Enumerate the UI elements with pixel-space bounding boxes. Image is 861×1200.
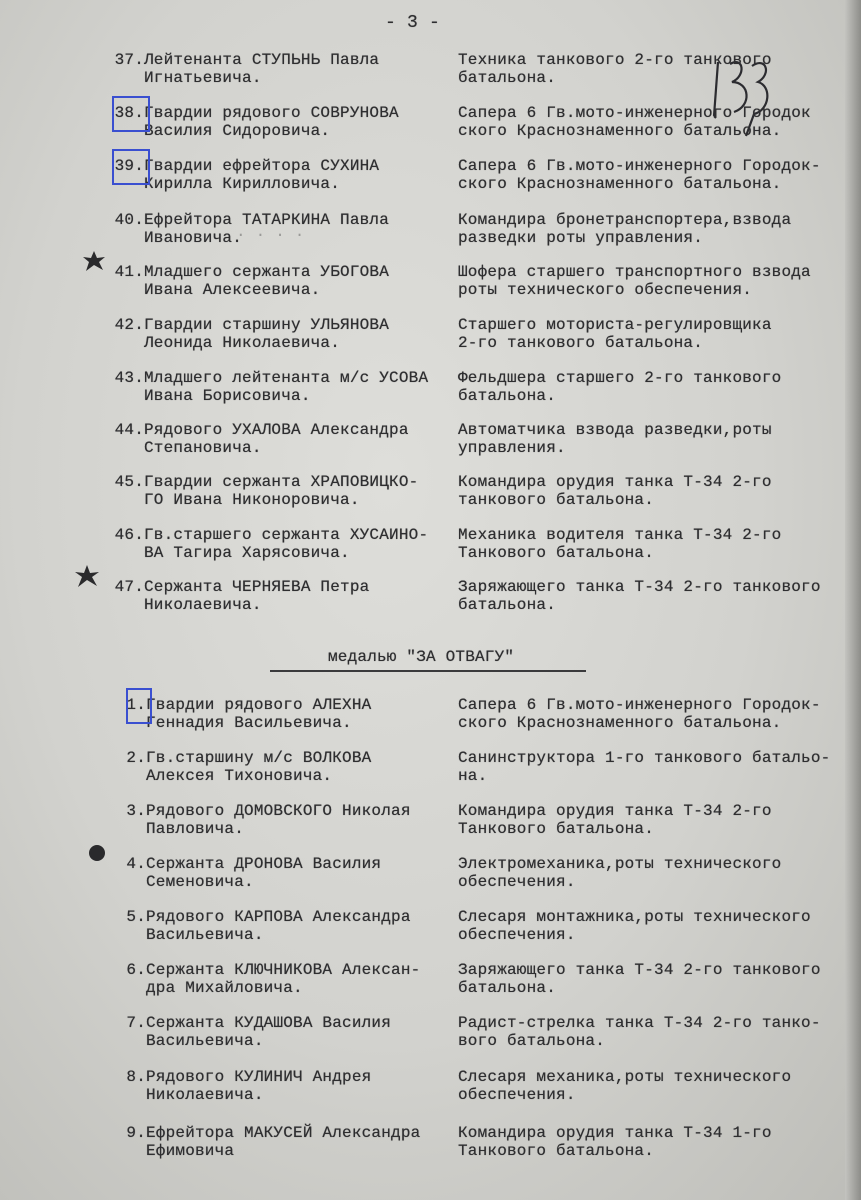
entry-given-name: Игнатьевича. — [144, 69, 262, 87]
entry-given-name: Семеновича. — [146, 873, 254, 891]
entry-number: 37. — [114, 51, 144, 69]
entry-given-name: Николаевича. — [146, 1086, 264, 1104]
entry-rank-name: Рядового ДОМОВСКОГО Николая — [146, 802, 411, 820]
entry-position: Командира орудия танка Т-34 2-го — [458, 802, 772, 820]
entry-number: 44. — [114, 421, 144, 439]
entry-position-cont: 2-го танкового батальона. — [458, 334, 704, 352]
entry-position: Сапера 6 Гв.мото-инженерного Городок- — [458, 696, 821, 714]
entry-position-cont: ского Краснознаменного батальона. — [458, 175, 782, 193]
entry-position-cont: батальона. — [458, 596, 557, 614]
entry-position-cont: обеспечения. — [458, 1086, 576, 1104]
entry-given-name: Павловича. — [146, 820, 245, 838]
entry-rank-name: Ефрейтора ТАТАРКИНА Павла — [144, 211, 390, 229]
entry-position-cont: разведки роты управления. — [458, 229, 704, 247]
entry-given-name: Алексея Тихоновича. — [146, 767, 333, 785]
entry-position-cont: обеспечения. — [458, 926, 576, 944]
page-number: - 3 - — [385, 13, 441, 33]
entry-given-name: Николаевича. — [144, 596, 262, 614]
section-heading: медалью "ЗА ОТВАГУ" — [328, 648, 515, 666]
entry-rank-name: Гвардии сержанта ХРАПОВИЦКО- — [144, 473, 419, 491]
entry-given-name: ВА Тагира Харясовича. — [144, 544, 350, 562]
entry-position: Сапера 6 Гв.мото-инженерного Городок — [458, 104, 811, 122]
entry-given-name: Василия Сидоровича. — [144, 122, 331, 140]
entry-position: Сапера 6 Гв.мото-инженерного Городок- — [458, 157, 821, 175]
entry-position: Старшего моториста-регулировщика — [458, 316, 772, 334]
annotation-box — [112, 96, 150, 132]
entry-rank-name: Младшего лейтенанта м/с УСОВА — [144, 369, 429, 387]
entry-given-name: дра Михайловича. — [146, 979, 303, 997]
entry-position-cont: батальона. — [458, 69, 557, 87]
entry-number: 43. — [114, 369, 144, 387]
entry-number: 5. — [126, 908, 146, 926]
entry-rank-name: Сержанта КУДАШОВА Василия — [146, 1014, 392, 1032]
entry-given-name: Ефимовича — [146, 1142, 235, 1160]
entry-position: Заряжающего танка Т-34 2-го танкового — [458, 578, 821, 596]
entry-given-name: Степановича. — [144, 439, 262, 457]
entry-number: 8. — [126, 1068, 146, 1086]
entry-rank-name: Гвардии рядового АЛЕХНА — [146, 696, 372, 714]
entry-position: Радист-стрелка танка Т-34 2-го танко- — [458, 1014, 821, 1032]
entry-number: 45. — [114, 473, 144, 491]
punch-hole-mark — [86, 842, 108, 864]
entry-number: 46. — [114, 526, 144, 544]
entry-rank-name: Рядового КАРПОВА Александра — [146, 908, 411, 926]
entry-position: Слесаря механика,роты технического — [458, 1068, 792, 1086]
entry-number: 1. — [126, 696, 146, 714]
entry-number: 7. — [126, 1014, 146, 1032]
entry-number: 9. — [126, 1124, 146, 1142]
entry-rank-name: Гвардии рядового СОВРУНОВА — [144, 104, 399, 122]
entry-position-cont: ского Краснознаменного батальона. — [458, 714, 782, 732]
entry-rank-name: Сержанта ЧЕРНЯЕВА Петра — [144, 578, 370, 596]
punch-hole-mark — [80, 248, 108, 274]
entry-position-cont: Танкового батальона. — [458, 1142, 655, 1160]
annotation-box — [112, 149, 150, 185]
entry-position-cont: обеспечения. — [458, 873, 576, 891]
entry-number: 3. — [126, 802, 146, 820]
entry-position: Электромеханика,роты технического — [458, 855, 782, 873]
entry-given-name: Геннадия Васильевича. — [146, 714, 352, 732]
entry-position: Санинструктора 1-го танкового батальо- — [458, 749, 831, 767]
entry-number: 42. — [114, 316, 144, 334]
entry-position-cont: на. — [458, 767, 488, 785]
entry-rank-name: Рядового КУЛИНИЧ Андрея — [146, 1068, 372, 1086]
entry-position: Шофера старшего транспортного взвода — [458, 263, 811, 281]
entry-position-cont: танкового батальона. — [458, 491, 655, 509]
entry-number: 41. — [114, 263, 144, 281]
entry-given-name: Васильевича. — [146, 926, 264, 944]
entry-rank-name: Гв.старшину м/с ВОЛКОВА — [146, 749, 372, 767]
faint-overprint: · · · · — [236, 226, 305, 244]
entry-number: 39. — [114, 157, 144, 175]
paper-edge-shadow — [845, 0, 861, 1200]
entry-rank-name: Сержанта КЛЮЧНИКОВА Алексан- — [146, 961, 421, 979]
entry-number: 47. — [114, 578, 144, 596]
entry-rank-name: Сержанта ДРОНОВА Василия — [146, 855, 382, 873]
entry-position: Техника танкового 2-го танкового — [458, 51, 772, 69]
entry-position: Слесаря монтажника,роты технического — [458, 908, 811, 926]
entry-position: Механика водителя танка Т-34 2-го — [458, 526, 782, 544]
entry-given-name: ГО Ивана Никоноровича. — [144, 491, 360, 509]
entry-position-cont: Танкового батальона. — [458, 820, 655, 838]
entry-position: Заряжающего танка Т-34 2-го танкового — [458, 961, 821, 979]
entry-given-name: Кирилла Кирилловича. — [144, 175, 341, 193]
entry-position: Автоматчика взвода разведки,роты — [458, 421, 772, 439]
entry-position-cont: управления. — [458, 439, 566, 457]
entry-rank-name: Гв.старшего сержанта ХУСАИНО- — [144, 526, 429, 544]
entry-given-name: Леонида Николаевича. — [144, 334, 341, 352]
entry-position-cont: батальона. — [458, 387, 557, 405]
entry-position: Командира бронетранспортера,взвода — [458, 211, 792, 229]
entry-number: 2. — [126, 749, 146, 767]
entry-number: 4. — [126, 855, 146, 873]
entry-given-name: Васильевича. — [146, 1032, 264, 1050]
entry-given-name: Ивана Алексеевича. — [144, 281, 321, 299]
entry-rank-name: Гвардии старшину УЛЬЯНОВА — [144, 316, 390, 334]
entry-number: 40. — [114, 211, 144, 229]
entry-rank-name: Гвардии ефрейтора СУХИНА — [144, 157, 380, 175]
entry-position-cont: роты технического обеспечения. — [458, 281, 753, 299]
entry-position: Командира орудия танка Т-34 2-го — [458, 473, 772, 491]
entry-rank-name: Лейтенанта СТУПЬНЬ Павла — [144, 51, 380, 69]
entry-given-name: Ивана Борисовича. — [144, 387, 311, 405]
entry-number: 6. — [126, 961, 146, 979]
entry-position: Командира орудия танка Т-34 1-го — [458, 1124, 772, 1142]
entry-position-cont: ского Краснознаменного батальона. — [458, 122, 782, 140]
entry-position-cont: Танкового батальона. — [458, 544, 655, 562]
entry-given-name: Ивановича. — [144, 229, 243, 247]
entry-position: Фельдшера старшего 2-го танкового — [458, 369, 782, 387]
heading-underline — [270, 670, 586, 672]
entry-position-cont: батальона. — [458, 979, 557, 997]
entry-position-cont: вого батальона. — [458, 1032, 606, 1050]
entry-rank-name: Рядового УХАЛОВА Александра — [144, 421, 409, 439]
entry-rank-name: Ефрейтора МАКУСЕЙ Александра — [146, 1124, 421, 1142]
entry-number: 38. — [114, 104, 144, 122]
punch-hole-mark — [72, 562, 102, 590]
entry-rank-name: Младшего сержанта УБОГОВА — [144, 263, 390, 281]
annotation-box — [126, 688, 152, 724]
